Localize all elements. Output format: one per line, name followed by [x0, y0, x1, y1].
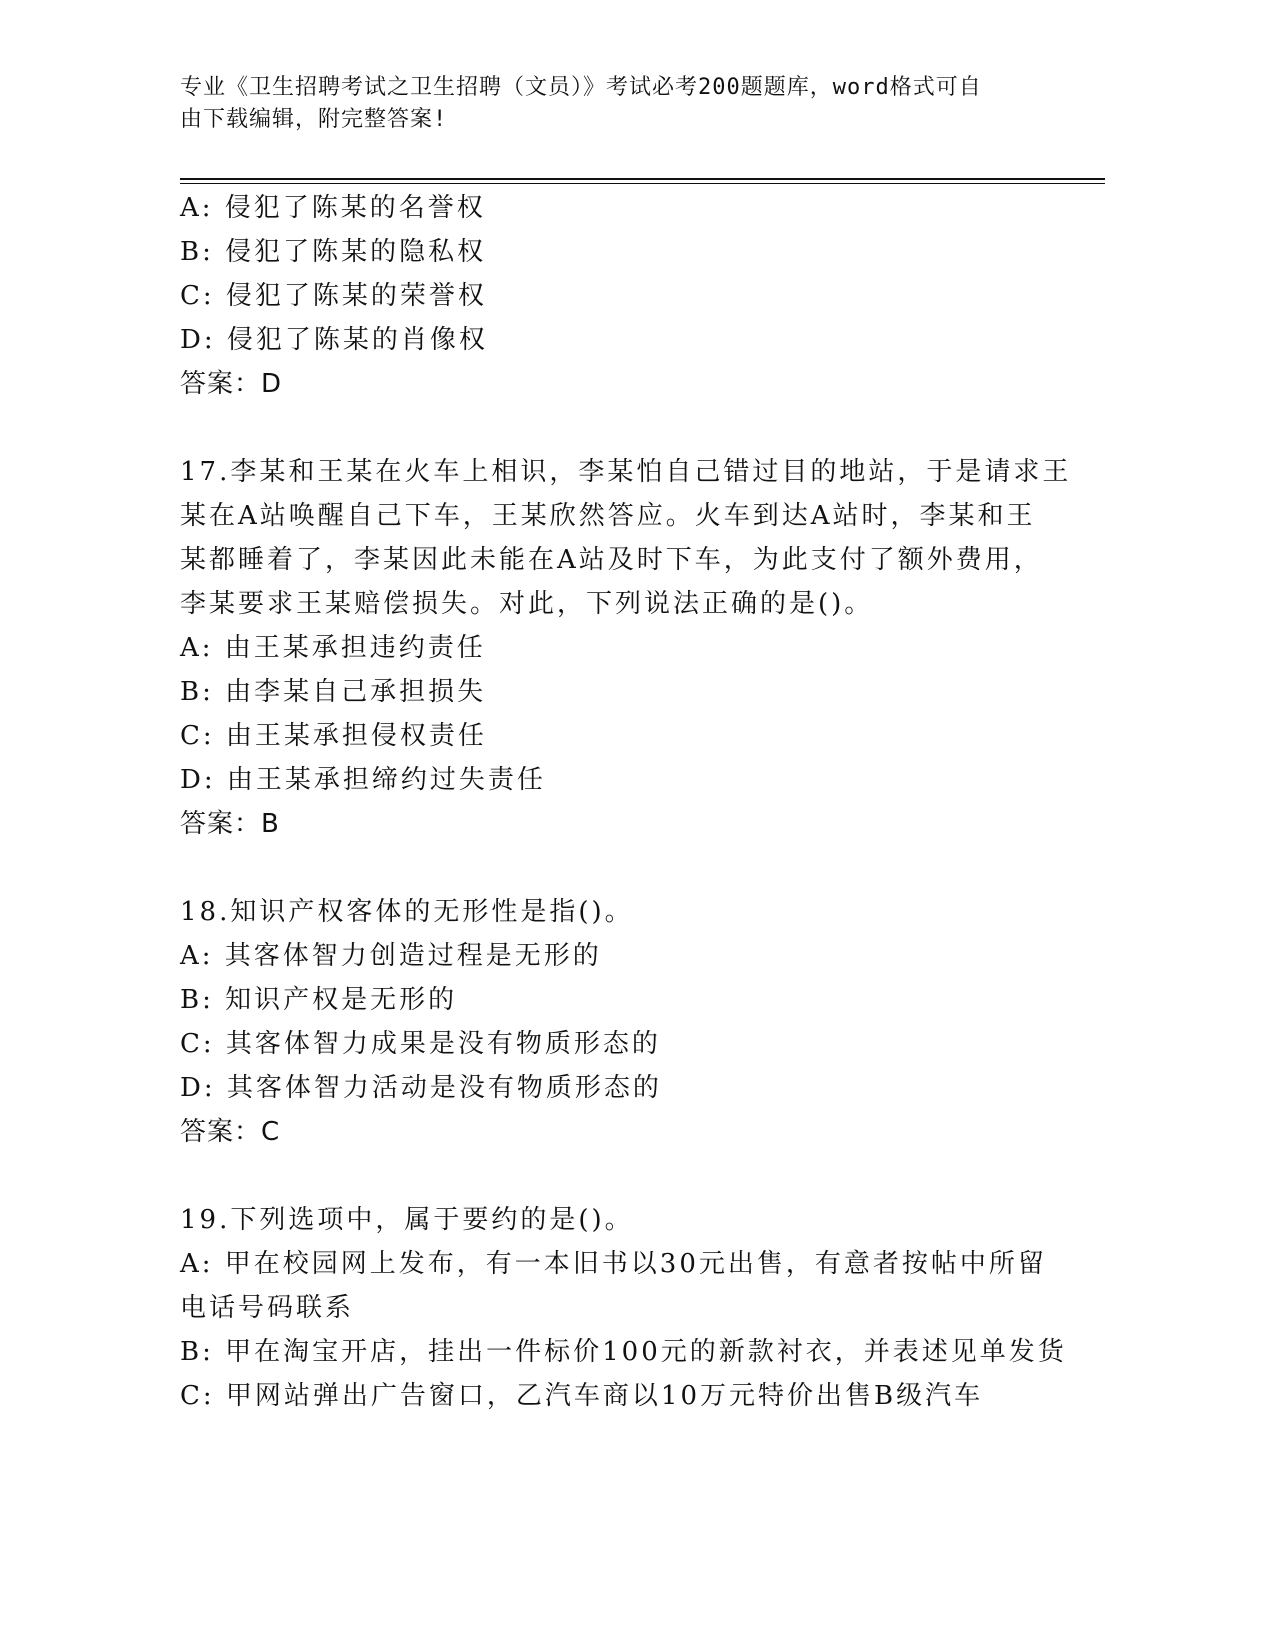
document-body	[180, 186, 1072, 1418]
option-a: A: 其客体智力创造过程是无形的	[180, 941, 602, 971]
question-16-answer: 答案：D	[180, 369, 283, 399]
header-line-1: 专业《卫生招聘考试之卫生招聘（文员）》考试必考200题题库，word格式可自	[180, 75, 982, 100]
stem-line-4: 李某要求王某赔偿损失。对此，下列说法正确的是()。	[180, 589, 874, 619]
option-d: D: 其客体智力活动是没有物质形态的	[180, 1073, 662, 1103]
spacer	[180, 406, 1040, 450]
option-a: A: 侵犯了陈某的名誉权	[180, 193, 486, 223]
question-17-options	[180, 626, 1040, 802]
header-rule-thin	[180, 183, 1105, 184]
option-b: B: 甲在淘宝开店，挂出一件标价100元的新款衬衣，并表述见单发货	[180, 1337, 1067, 1367]
stem-line-1: 17.李某和王某在火车上相识，李某怕自己错过目的地站，于是请求王	[180, 457, 1072, 487]
option-c: C: 由王某承担侵权责任	[180, 721, 487, 751]
option-c: C: 甲网站弹出广告窗口，乙汽车商以10万元特价出售B级汽车	[180, 1381, 984, 1411]
header-rule-thick	[180, 178, 1105, 180]
option-a-line-2: 电话号码联系	[180, 1293, 355, 1323]
question-18-options	[180, 934, 1040, 1110]
spacer	[180, 1154, 1040, 1198]
document-header	[180, 72, 1040, 136]
option-c: C: 其客体智力成果是没有物质形态的	[180, 1029, 661, 1059]
option-b: B: 侵犯了陈某的隐私权	[180, 237, 487, 267]
question-18-answer: 答案：C	[180, 1117, 281, 1147]
option-b: B: 由李某自己承担损失	[180, 677, 487, 707]
spacer	[180, 846, 1040, 890]
header-line-2: 由下载编辑，附完整答案!	[180, 107, 448, 132]
question-17-answer: 答案：B	[180, 809, 280, 839]
option-c: C: 侵犯了陈某的荣誉权	[180, 281, 487, 311]
option-d: D: 由王某承担缔约过失责任	[180, 765, 546, 795]
stem-line-2: 某在A站唤醒自己下车，王某欣然答应。火车到达A站时，李某和王	[180, 501, 1036, 531]
question-16-options	[180, 186, 1040, 362]
question-19-stem: 19.下列选项中，属于要约的是()。	[180, 1205, 634, 1235]
option-d: D: 侵犯了陈某的肖像权	[180, 325, 488, 355]
question-17-stem	[180, 450, 1072, 626]
stem-line-3: 某都睡着了，李某因此未能在A站及时下车，为此支付了额外费用，	[180, 545, 1043, 575]
question-18-stem: 18.知识产权客体的无形性是指()。	[180, 897, 634, 927]
option-b: B: 知识产权是无形的	[180, 985, 458, 1015]
option-a-line-1: A: 甲在校园网上发布，有一本旧书以30元出售，有意者按帖中所留	[180, 1249, 1047, 1279]
question-19-options	[180, 1242, 1067, 1418]
option-a: A: 由王某承担违约责任	[180, 633, 486, 663]
